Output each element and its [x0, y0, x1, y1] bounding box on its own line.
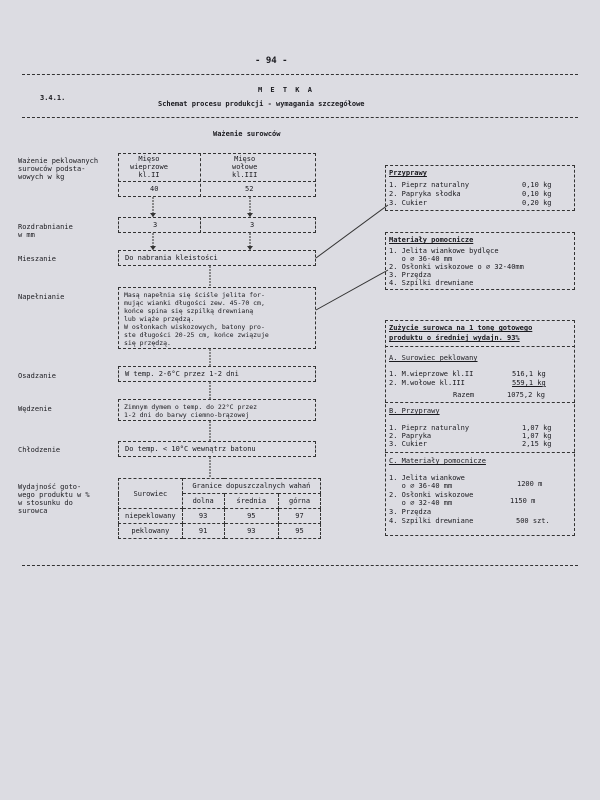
smoking-text: Zimnym dymem o temp. do 22°C przez 1-2 dni do barwy ciemno-brązowej — [124, 403, 258, 419]
doc-title: M E T K A — [258, 86, 314, 94]
label-settling: Osadzanie — [18, 372, 56, 380]
cooling-text: Do temp. < 10°C wewnątrz batonu — [125, 445, 256, 453]
beef-kg: 52 — [245, 185, 254, 193]
yield-row-high: 97 — [279, 509, 321, 524]
section-number: 3.4.1. — [40, 94, 66, 102]
aux-item: 1. Jelita wiankowe bydlęce — [389, 247, 499, 255]
usage-section-b: B. Przyprawy — [389, 407, 440, 415]
yield-row-high: 95 — [279, 524, 321, 539]
label-yield: Wydajność goto- wego produktu w % w stosunku do surowca — [18, 483, 90, 515]
yield-row-name: peklowany — [119, 524, 183, 539]
usage-a-item: 2. M.wołowe kl.III — [389, 379, 465, 387]
usage-c-item: 3. Przędza — [389, 508, 432, 516]
aux-item: 4. Szpilki drewniane — [389, 279, 474, 287]
usage-a-qty: 516,1 kg — [512, 370, 546, 378]
aux-item: o ∅ 36-40 mm — [389, 255, 453, 263]
beef-label: Mięso wołowe kl.III — [232, 155, 258, 179]
grinding-beef: 3 — [250, 221, 255, 229]
yield-row-name: niepeklowany — [119, 509, 183, 524]
label-filling: Napełnianie — [18, 293, 65, 301]
grinding-pork: 3 — [153, 221, 158, 229]
weighing-title: Ważenie surowców — [213, 130, 281, 138]
yield-col-limits: Granice dopuszczalnych wahań — [182, 479, 320, 494]
usage-b-item: 3. Cukier — [389, 440, 427, 448]
label-cooling: Chłodzenie — [18, 446, 61, 454]
usage-section-a: A. Surowiec peklowany — [389, 354, 478, 362]
usage-title-2: produktu o średniej wydajn. 93% — [389, 334, 520, 342]
yield-row-mid: 93 — [224, 524, 278, 539]
usage-rule-b — [385, 402, 575, 403]
yield-col-low: dolna — [182, 494, 224, 509]
aux-item: 3. Przędza — [389, 271, 432, 279]
yield-col-high: górna — [279, 494, 321, 509]
spice-qty: 0,10 kg — [522, 181, 552, 189]
usage-c-qty: 1200 m — [517, 480, 543, 488]
yield-row-mid: 95 — [224, 509, 278, 524]
usage-a-total: 1075,2 kg — [507, 391, 545, 399]
yield-row-low: 93 — [182, 509, 224, 524]
filling-text: Masą napełnia się ściśle jelita for- mując wianki długości zew. 45-70 cm, końce spina się szpilką drewnianą lub wiąże przędzą. W osłonkach wiskozowych, batony pro- ste długości 20-25 cm, końce związuje się przędzą. — [124, 291, 269, 347]
usage-c-item: 1. Jelita wiankowe o ∅ 36-40 mm — [389, 474, 465, 490]
pork-label: Mięso wieprzowe kl.II — [130, 155, 168, 179]
usage-rule-c — [385, 452, 575, 453]
pork-kg: 40 — [150, 185, 159, 193]
usage-c-qty: 1150 m — [510, 497, 536, 505]
yield-col-raw: Surowiec — [119, 479, 183, 509]
table-row — [119, 524, 321, 539]
page-number: - 94 - — [255, 56, 288, 66]
aux-item: 2. Osłonki wiskozowe o ∅ 32-40mm — [389, 263, 524, 271]
usage-c-qty: 500 szt. — [516, 517, 550, 525]
label-smoking: Wędzenie — [18, 405, 52, 413]
label-grinding: Rozdrabnianie w mm — [18, 223, 73, 239]
doc-subtitle: Schemat procesu produkcji - wymagania szczegółowe — [158, 100, 365, 108]
yield-row-low: 91 — [182, 524, 224, 539]
spice-item: 3. Cukier — [389, 199, 427, 207]
usage-b-item: 2. Papryka — [389, 432, 432, 440]
table-row — [119, 509, 321, 524]
yield-col-mid: średnia — [224, 494, 278, 509]
spice-qty: 0,10 kg — [522, 190, 552, 198]
usage-a-total-label: Razem — [453, 391, 475, 399]
usage-c-item: 2. Osłonki wiskozowe o ∅ 32-40 mm — [389, 491, 474, 507]
usage-rule — [385, 346, 575, 347]
settling-text: W temp. 2-6°C przez 1-2 dni — [125, 370, 239, 378]
bottom-rule — [22, 565, 578, 566]
spice-qty: 0,20 kg — [522, 199, 552, 207]
label-mixing: Mieszanie — [18, 255, 56, 263]
usage-a-item: 1. M.wieprzowe kl.II — [389, 370, 474, 378]
spices-title: Przyprawy — [389, 169, 427, 177]
usage-c-item: 4. Szpilki drewniane — [389, 517, 474, 525]
auxiliary-title: Materiały pomocnicze — [389, 236, 474, 244]
usage-b-qty: 2,15 kg — [522, 440, 552, 448]
mixing-text: Do nabrania kleistości — [125, 254, 218, 262]
usage-b-item: 1. Pieprz naturalny — [389, 424, 470, 432]
yield-table — [118, 478, 321, 539]
label-raw-weight: Ważenie peklowanych surowców podsta- wowych w kg — [18, 157, 99, 181]
spice-item: 2. Papryka słodka — [389, 190, 461, 198]
usage-section-c: C. Materiały pomocnicze — [389, 457, 486, 465]
usage-a-qty: 559,1 kg — [512, 379, 546, 387]
usage-b-qty: 1,07 kg — [522, 424, 552, 432]
usage-b-qty: 1,07 kg — [522, 432, 552, 440]
usage-title-1: Zużycie surowca na 1 tonę gotowego — [389, 324, 533, 332]
spice-item: 1. Pieprz naturalny — [389, 181, 470, 189]
